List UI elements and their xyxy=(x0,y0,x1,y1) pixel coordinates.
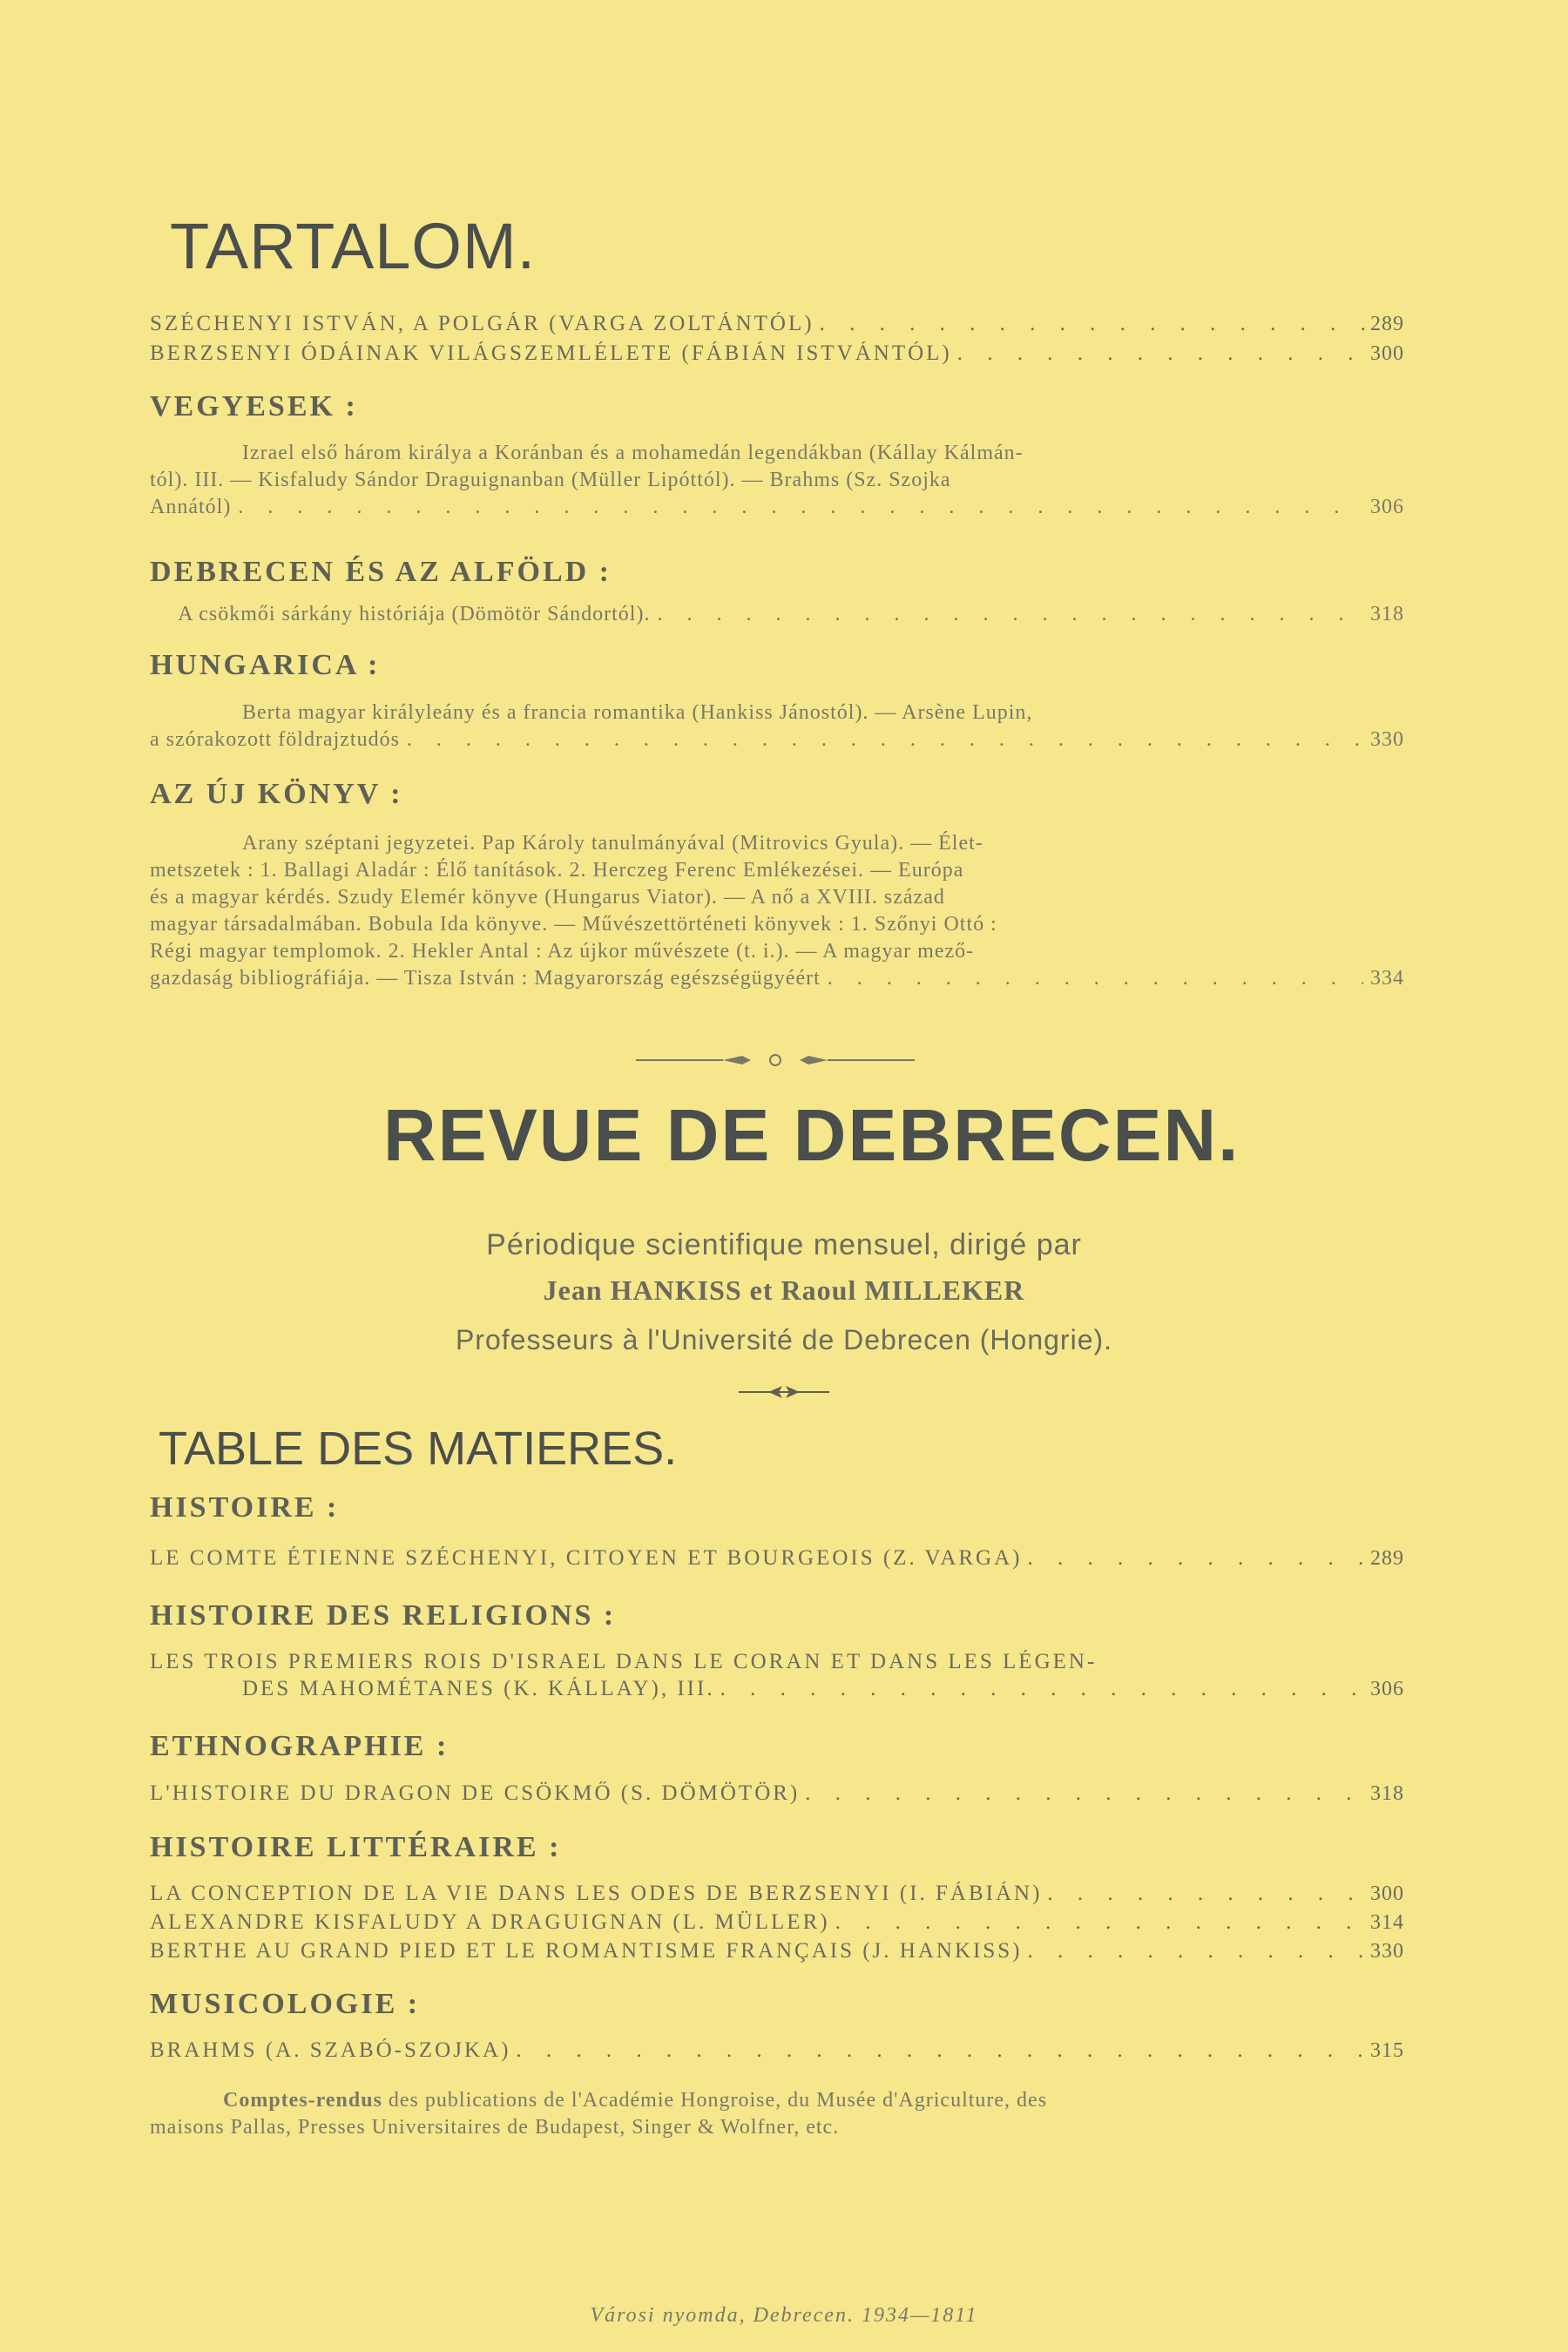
contents-title: TARTALOM. xyxy=(170,210,537,282)
table-title: TABLE DES MATIERES. xyxy=(159,1423,678,1475)
toc-entry-text: L'HISTOIRE DU DRAGON DE CSÖKMŐ (S. DÖMÖTÖR) xyxy=(150,1781,801,1805)
leader-dots xyxy=(805,1781,1365,1806)
journal-subtitle: Périodique scientifique mensuel, dirigé par xyxy=(486,1228,1082,1261)
section-page: 306 xyxy=(1370,496,1404,518)
journal-editors: Jean HANKISS et Raoul MILLEKER xyxy=(543,1274,1025,1306)
toc-entry-page: 306 xyxy=(1370,1678,1404,1700)
body-last-text: gazdaság bibliográfiája. — Tisza István : Magyarország egészségügyéért xyxy=(150,967,821,990)
toc-entry-text: BRAHMS (A. SZABÓ-SZOJKA) xyxy=(150,2038,511,2062)
body-last-text: a szórakozott földrajztudós xyxy=(150,728,400,751)
toc-entry-text: SZÉCHENYI ISTVÁN, A POLGÁR (VARGA ZOLTÁNTÓL) xyxy=(150,312,814,335)
toc-entry-page: 318 xyxy=(1370,1782,1404,1805)
leader-dots xyxy=(820,312,1365,336)
toc-entry xyxy=(150,1677,1404,1701)
body-last-line xyxy=(150,494,1404,521)
leader-dots xyxy=(657,601,1363,628)
section-body xyxy=(150,700,1404,754)
toc-entry-page: 300 xyxy=(1370,342,1404,365)
reviews-note xyxy=(150,2087,1404,2141)
journal-title: REVUE DE DEBRECEN. xyxy=(383,1094,1240,1176)
toc-entry-page: 300 xyxy=(1370,1882,1404,1905)
toc-entry-page: 330 xyxy=(1370,1940,1404,1963)
toc-entry-line xyxy=(150,1650,1404,1674)
leader-dots xyxy=(835,1910,1365,1935)
toc-entry-text: LE COMTE ÉTIENNE SZÉCHENYI, CITOYEN ET BOURGEOIS (Z. VARGA) xyxy=(150,1546,1023,1570)
leader-dots xyxy=(1047,1882,1365,1906)
section-heading: HISTOIRE LITTÉRAIRE : xyxy=(150,1831,562,1863)
section-heading: HISTOIRE DES RELIGIONS : xyxy=(150,1599,617,1632)
printer-imprint: Városi nyomda, Debrecen. 1934—1811 xyxy=(590,2304,978,2327)
body-line: metszetek : 1. Ballagi Aladár : Élő tanítások. 2. Herczeg Ferenc Emlékezései. — Európa xyxy=(150,859,964,882)
leader-dots xyxy=(828,965,1363,992)
section-heading: AZ ÚJ KÖNYV : xyxy=(150,778,403,810)
toc-entry-text: BERZSENYI ÓDÁINAK VILÁGSZEMLÉLETE (FÁBIÁN ISTVÁNTÓL) xyxy=(150,341,952,365)
section-body xyxy=(150,601,1404,628)
section-body xyxy=(150,830,1404,992)
leader-dots xyxy=(957,341,1365,366)
leader-dots xyxy=(516,2038,1365,2063)
reviews-text: des publications de l'Académie Hongroise, du Musée d'Agriculture, des xyxy=(388,2089,1048,2112)
body-line: Arany széptani jegyzetei. Pap Károly tanulmányával (Mitrovics Gyula). — Élet- xyxy=(242,832,983,855)
toc-entry xyxy=(150,1781,1404,1806)
ornament-arrows-icon xyxy=(739,1383,829,1401)
body-last-text: A csökmői sárkány históriája (Dömötör Sándortól). xyxy=(178,603,651,625)
leader-dots xyxy=(407,727,1363,754)
toc-entry-page: 289 xyxy=(1370,1547,1404,1570)
leader-dots xyxy=(720,1677,1365,1701)
body-last-line xyxy=(150,965,1404,992)
toc-entry-text: LA CONCEPTION DE LA VIE DANS LES ODES DE BERZSENYI (I. FÁBIÁN) xyxy=(150,1882,1043,1905)
reviews-line xyxy=(150,2087,1404,2114)
body-line: Berta magyar királyleány és a francia romantika (Hankiss Jánostól). — Arsène Lupin, xyxy=(242,701,1033,724)
body-line: Régi magyar templomok. 2. Hekler Antal : Az újkor művészete (t. i.). — A magyar mező- xyxy=(150,940,975,963)
toc-entry xyxy=(150,1882,1404,1906)
toc-entry-text: DES MAHOMÉTANES (K. KÁLLAY), III. xyxy=(242,1677,715,1700)
section-page: 334 xyxy=(1370,967,1404,990)
section-heading: VEGYESEK : xyxy=(150,390,358,422)
section-heading: HUNGARICA : xyxy=(150,649,381,681)
leader-dots xyxy=(238,494,1363,521)
toc-entry-text: BERTHE AU GRAND PIED ET LE ROMANTISME FRANÇAIS (J. HANKISS) xyxy=(150,1939,1023,1963)
section-page: 330 xyxy=(1370,728,1404,751)
toc-entry-text: ALEXANDRE KISFALUDY A DRAGUIGNAN (L. MÜLLER) xyxy=(150,1910,830,1934)
toc-entry xyxy=(150,341,1404,366)
toc-entry xyxy=(150,1939,1404,1963)
ornament-divider-icon xyxy=(636,1050,915,1071)
toc-entry xyxy=(150,1910,1404,1935)
reviews-lead: Comptes-rendus xyxy=(223,2089,382,2112)
body-line: tól). III. — Kisfaludy Sándor Draguignanban (Müller Lipóttól). — Brahms (Sz. Szojka xyxy=(150,469,951,491)
body-last-line xyxy=(150,727,1404,754)
toc-entry-text: LES TROIS PREMIERS ROIS D'ISRAEL DANS LE CORAN ET DANS LES LÉGEN- xyxy=(150,1650,1098,1673)
toc-entry xyxy=(150,312,1404,336)
toc-entry-page: 315 xyxy=(1370,2039,1404,2062)
leader-dots xyxy=(1027,1939,1365,1963)
toc-entry xyxy=(150,1546,1404,1571)
body-line: és a magyar kérdés. Szudy Elemér könyve (Hungarus Viator). — A nő a XVIII. század xyxy=(150,886,945,909)
section-heading: DEBRECEN ÉS AZ ALFÖLD : xyxy=(150,556,612,588)
reviews-line: maisons Pallas, Presses Universitaires de Budapest, Singer & Wolfner, etc. xyxy=(150,2116,840,2139)
toc-entry xyxy=(150,2038,1404,2063)
body-last-line xyxy=(150,601,1404,628)
body-line: magyar társadalmában. Bobula Ida könyve. — Művészettörténeti könyvek : 1. Szőnyi Ottó : xyxy=(150,913,997,936)
toc-entry-page: 314 xyxy=(1370,1911,1404,1934)
section-heading: MUSICOLOGIE : xyxy=(150,1988,421,2020)
section-heading: HISTOIRE : xyxy=(150,1491,340,1524)
leader-dots xyxy=(1028,1546,1366,1571)
journal-affiliation: Professeurs à l'Université de Debrecen (Hongrie). xyxy=(455,1324,1113,1355)
toc-entry-page: 289 xyxy=(1370,313,1404,335)
section-page: 318 xyxy=(1370,603,1404,625)
section-body xyxy=(150,440,1404,521)
section-heading: ETHNOGRAPHIE : xyxy=(150,1730,449,1762)
body-line: Izrael első három királya a Koránban és a mohamedán legendákban (Kállay Kálmán- xyxy=(242,442,1024,464)
body-last-text: Annától) xyxy=(150,496,232,518)
